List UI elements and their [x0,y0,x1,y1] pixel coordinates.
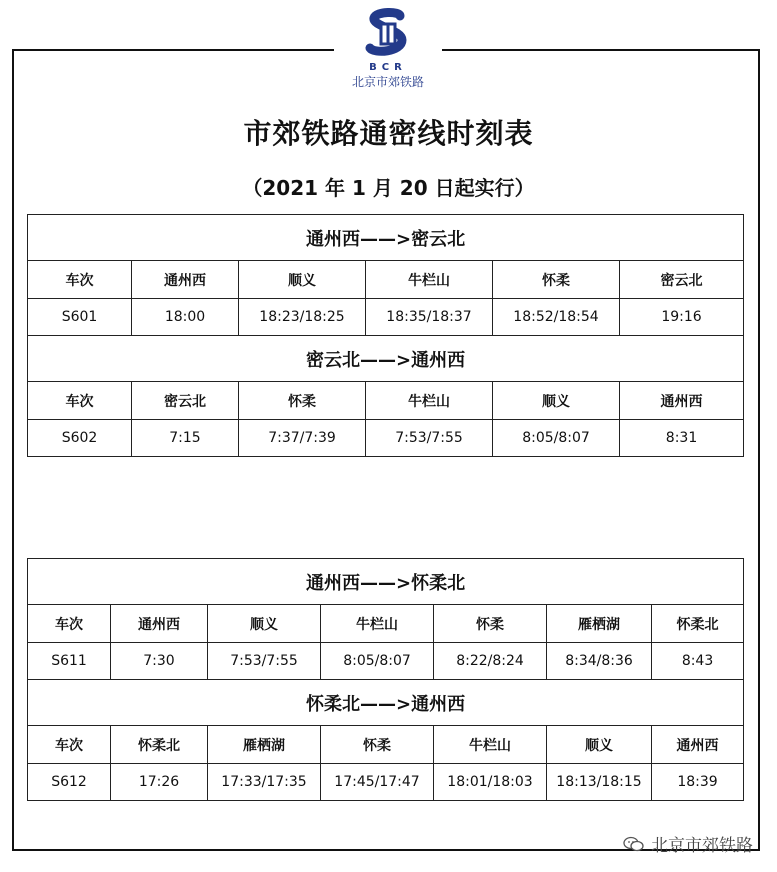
time-cell: 7:37/7:39 [239,420,366,457]
column-header: 怀柔 [321,726,434,764]
header-row [28,261,744,299]
column-header: 顺义 [547,726,652,764]
column-header: 怀柔北 [111,726,208,764]
time-cell: 18:13/18:15 [547,764,652,801]
time-cell: 8:43 [652,643,744,680]
time-cell: 18:23/18:25 [239,299,366,336]
direction-title: 怀柔北——>通州西 [28,680,744,726]
time-cell: 17:45/17:47 [321,764,434,801]
watermark-text: 北京市郊铁路 [651,836,753,856]
column-header: 车次 [28,605,111,643]
logo-cn-text: 北京市郊铁路 [351,75,424,89]
direction-title: 通州西——>密云北 [28,215,744,261]
column-header: 顺义 [208,605,321,643]
wechat-icon [623,836,645,852]
column-header: 车次 [28,261,132,299]
header-row [28,726,744,764]
direction-title: 通州西——>怀柔北 [28,559,744,605]
page-title: 市郊铁路通密线时刻表 [243,117,534,150]
logo [334,6,442,98]
time-cell: 18:00 [132,299,239,336]
time-cell: 18:52/18:54 [493,299,620,336]
timetable-huairou [27,558,744,801]
column-header: 牛栏山 [366,261,493,299]
column-header: 通州西 [111,605,208,643]
time-cell: 19:16 [620,299,744,336]
time-cell: 8:05/8:07 [493,420,620,457]
table-row [28,299,744,336]
time-cell: 8:22/8:24 [434,643,547,680]
time-cell: 7:15 [132,420,239,457]
column-header: 怀柔 [434,605,547,643]
time-cell: 8:05/8:07 [321,643,434,680]
time-cell: 7:30 [111,643,208,680]
time-cell: 17:26 [111,764,208,801]
time-cell: 18:35/18:37 [366,299,493,336]
train-number: S602 [28,420,132,457]
column-header: 怀柔 [493,261,620,299]
column-header: 牛栏山 [321,605,434,643]
column-header: 通州西 [620,382,744,420]
time-cell: 17:33/17:35 [208,764,321,801]
effective-date: （2021 年 1 月 20 日起实行） [242,176,535,200]
column-header: 怀柔 [239,382,366,420]
column-header: 通州西 [132,261,239,299]
time-cell: 18:39 [652,764,744,801]
time-cell: 7:53/7:55 [208,643,321,680]
column-header: 雁栖湖 [547,605,652,643]
train-number: S611 [28,643,111,680]
table-row [28,643,744,680]
column-header: 通州西 [652,726,744,764]
column-header: 车次 [28,382,132,420]
train-number: S612 [28,764,111,801]
column-header: 牛栏山 [434,726,547,764]
column-header: 密云北 [132,382,239,420]
column-header: 牛栏山 [366,382,493,420]
timetable-tongmi [27,214,744,457]
time-cell: 7:53/7:55 [366,420,493,457]
column-header: 顺义 [493,382,620,420]
column-header: 车次 [28,726,111,764]
logo-en-text: BCR [369,62,407,73]
column-header: 顺义 [239,261,366,299]
header-row [28,605,744,643]
column-header: 密云北 [620,261,744,299]
direction-title: 密云北——>通州西 [28,336,744,382]
time-cell: 8:34/8:36 [547,643,652,680]
header-row [28,382,744,420]
time-cell: 8:31 [620,420,744,457]
table-row [28,764,744,801]
table-row [28,420,744,457]
train-number: S601 [28,299,132,336]
bcr-logo-icon [360,6,416,62]
column-header: 雁栖湖 [208,726,321,764]
column-header: 怀柔北 [652,605,744,643]
watermark [623,831,753,856]
time-cell: 18:01/18:03 [434,764,547,801]
